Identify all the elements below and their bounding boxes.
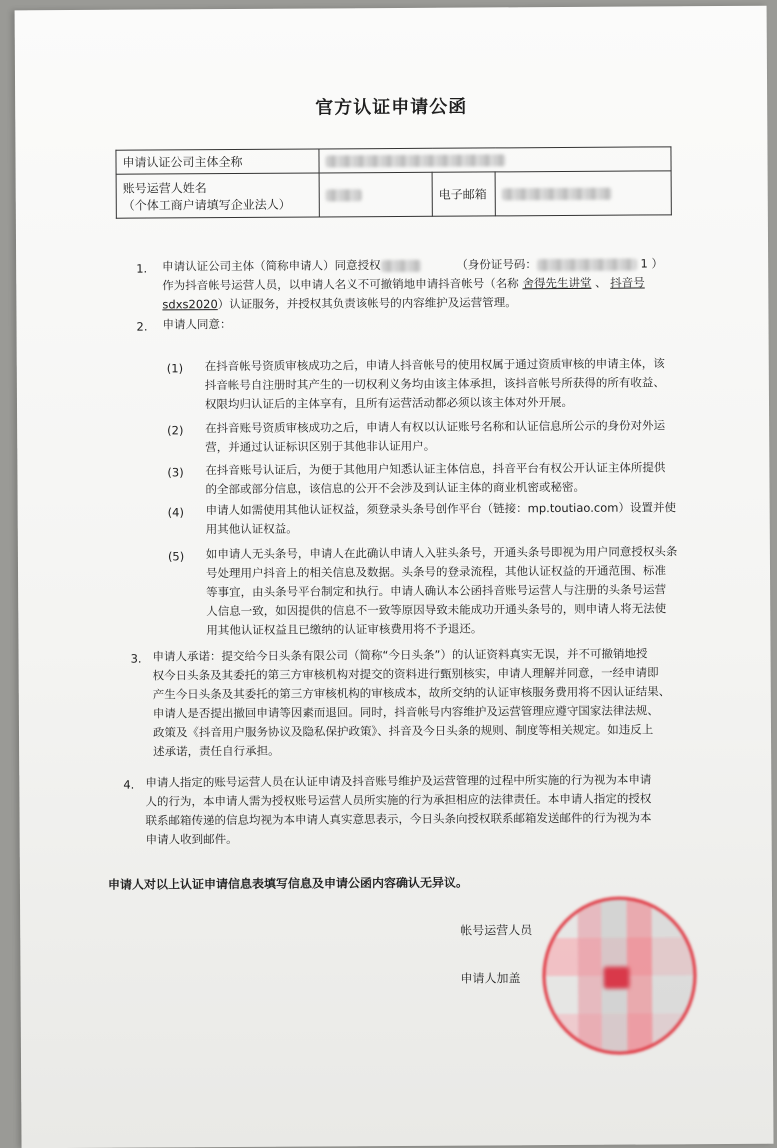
item1-line3-rest: ）认证服务，并授权其负责该帐号的内容维护及运营管理。 (217, 295, 517, 312)
item4-line: 申请人收到邮件。 (145, 831, 238, 847)
sub5-line: 等事宜，由头条号平台制定和执行。申请人确认本公函抖音账号运营人与注册的头条号运营 (206, 582, 667, 600)
item1-line1-b: （身份证号码： (456, 257, 537, 272)
sub5-line: 号处理用户抖音上的相关信息及数据。头条号的登录流程，其他认证权益的开通范围、标准 (205, 563, 667, 581)
item2-sub3-number: (3) (167, 465, 184, 480)
redaction-blur (381, 259, 421, 271)
item3-line: 权今日头条及其委托的第三方审核机构对提交的资料进行甄别核实，申请人理解并同意，一经申请即 (152, 665, 659, 683)
item2-sub4-text (206, 498, 686, 539)
item2-sub1-number: (1) (166, 361, 184, 376)
item2-sub3-text (205, 458, 685, 499)
douyin-id: sdxs2020 (162, 297, 218, 312)
redacted-operator-name (326, 189, 362, 201)
operator-name-label-line2: （个体工商户请填写企业法人） (122, 197, 291, 213)
company-name-label: 申请认证公司主体全称 (116, 149, 319, 174)
item3-line: 政策及《抖音用户服务协议及隐私保护政策》、抖音及今日头条的规则、制度等相关规定。如违反上 (152, 722, 654, 740)
item1-line2-b: 、 (595, 275, 607, 290)
redacted-authorized-person (381, 256, 453, 275)
item4-line: 联系邮箱传递的信息均视为本申请人真实意思表示，今日头条向授权联系邮箱发送邮件的行为视为本 (145, 810, 652, 828)
item1-number: 1. (136, 261, 148, 276)
item4-line: 申请人指定的账号运营人员在认证申请及抖音账号维护及运营管理的过程中所实施的行为视为本申请 (145, 772, 652, 790)
item1-line3 (162, 292, 682, 314)
email-value (495, 171, 671, 216)
item3-line: 产生今日头条及其委托的第三方审核机构的审核成本，故所交纳的认证审核服务费用将不因认证结果、 (152, 684, 671, 702)
sub2-line: 在抖音账号资质审核成功之后，申请人有权以认证账号名称和认证信息所公示的身份对外运 (205, 418, 666, 436)
item2-sub2-number: (2) (167, 423, 184, 438)
document-title: 官方认证申请公函 (315, 96, 468, 119)
sub5-line: 如申请人无头条号，申请人在此确认申请人入驻头条号，开通头条号即视为用户同意授权头条 (205, 544, 678, 562)
account-name: 舍得先生讲堂 (522, 275, 592, 291)
item4-line: 人的行为，本申请人需为授权账号运营人员所实施的行为承担相应的法律责任。本申请人指定的授权 (145, 791, 652, 809)
item2-sub5-text (206, 542, 687, 640)
paper-sheet (15, 6, 774, 1148)
douyin-id-label: 抖音号 (610, 275, 645, 290)
item2-sub1-text (205, 354, 685, 414)
sub2-line: 营，并通过认证标识区别于其他非认证用户。 (205, 438, 436, 455)
item2-text: 申请人同意： (162, 317, 232, 332)
sub3-line: 的全部或部分信息，该信息的公开不会涉及到认证主体的商业机密或秘密。 (205, 479, 586, 497)
item1-line1-a: 申请认证公司主体（简称申请人）同意授权 (162, 258, 381, 274)
redacted-company-name (325, 154, 505, 167)
operator-name-label (116, 173, 319, 218)
redacted-id-number (537, 258, 637, 271)
sub4-line: 用其他认证权益。 (205, 521, 298, 537)
item1-text (162, 254, 682, 314)
sub5-line: 人信息一致，如因提供的信息不一致等原因导致未能成功开通头条号的，则申请人将无法使 (206, 601, 667, 619)
item4-number: 4. (123, 777, 135, 792)
sub3-line: 在抖音账号认证后，为便于其他用户知悉认证主体信息，抖音平台有权公开认证主体所提供 (205, 460, 666, 478)
email-label: 电子邮箱 (432, 172, 495, 216)
applicant-info-table (115, 146, 671, 218)
item2-number: 2. (136, 319, 148, 334)
sub4-line: 申请人如需使用其他认证权益，须登录头条号创作平台（链接：mp.toutiao.com）设置并使 (205, 500, 676, 518)
company-name-value (319, 147, 671, 173)
confirmation-statement: 申请人对以上认证申请信息表填写信息及申请公函内容确认无异议。 (107, 875, 468, 892)
sub5-line: 用其他认证权益且已缴纳的认证审核费用将不予退还。 (206, 621, 483, 638)
item3-line: 申请人承诺：提交给今日头条有限公司（简称“今日头条”）的认证资料真实无误，并不可撤销地授 (152, 646, 648, 664)
item2-sub2-text (205, 416, 685, 457)
operator-name-label-line1: 账号运营人姓名 (122, 180, 207, 196)
seal-center (603, 967, 629, 989)
item2-sub4-number: (4) (167, 505, 184, 520)
item1-line1-c: 1 ） (640, 256, 663, 271)
operator-signature-label: 帐号运营人员 (460, 923, 533, 938)
operator-name-value (319, 172, 432, 217)
sub1-line: 抖音帐号自注册时其产生的一切权利义务均由该主体承担，该抖音帐号所获得的所有收益、 (204, 375, 665, 393)
sub1-line: 权限均归认证后的主体享有，且所有运营活动都必须以该主体对外开展。 (204, 394, 574, 412)
item4-text (145, 770, 695, 849)
item3-line: 述承诺，责任自行承担。 (153, 743, 280, 759)
redacted-email (502, 188, 612, 201)
item1-line2 (162, 273, 682, 295)
item1-line2-a: 作为抖音帐号运营人员，以申请人名义不可撤销地申请抖音帐号（名称 (162, 276, 519, 293)
sub1-line: 在抖音帐号资质审核成功之后，申请人抖音帐号的使用权属于通过资质审核的申请主体，该 (204, 356, 665, 374)
company-stamp-label: 申请人加盖 (460, 971, 521, 986)
item3-line: 申请人是否提出撤回申请等因素而退回。同时，抖音帐号内容维护及运营管理应遵守国家法律法规、 (152, 703, 659, 721)
item3-text (152, 644, 693, 761)
item3-number: 3. (130, 651, 142, 666)
item2-sub5-number: (5) (167, 549, 185, 564)
